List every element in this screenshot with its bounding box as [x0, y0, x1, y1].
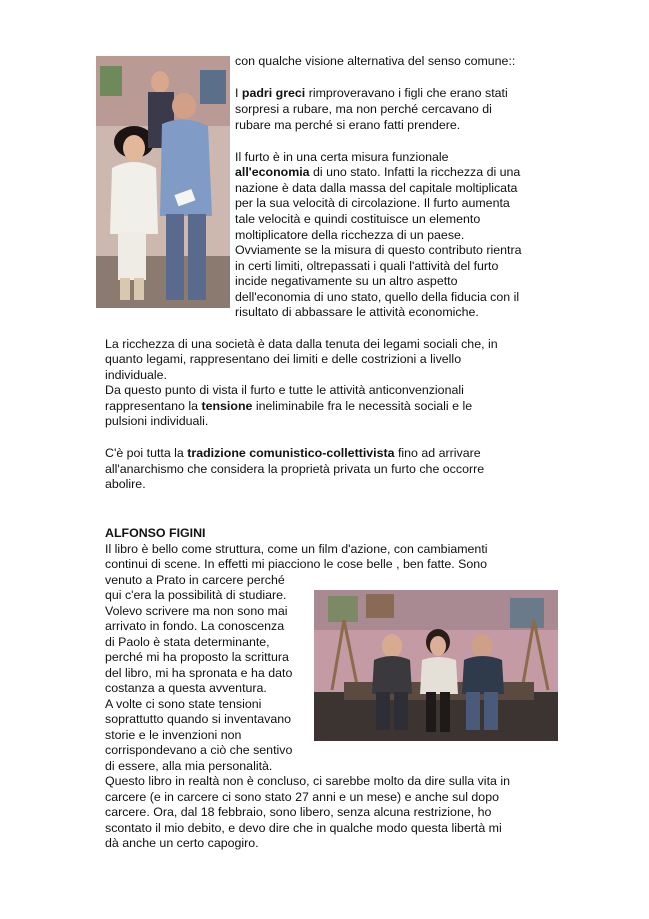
- text-span: ineliminabile fra le necessità sociali e le: [252, 399, 473, 413]
- tradizione-line-2: all'anarchismo che considera la proprietà privata un furto che occorre: [105, 462, 485, 476]
- furto-line-2: [235, 165, 520, 181]
- figini-line-13: storie e le invenzioni non: [105, 728, 242, 742]
- figini-line-6: arrivato in fondo. La conoscenza: [105, 619, 285, 633]
- figini-line-3: venuto a Prato in carcere perché: [105, 573, 285, 587]
- furto-line-8: in certi limiti, oltrepassati i quali l'attività del furto: [235, 259, 499, 273]
- bold-tradizione: tradizione comunistico-collettivista: [187, 446, 395, 460]
- tradizione-line-1: [105, 446, 481, 462]
- furto-line-1: Il furto è in una certa misura funzionale: [235, 150, 449, 164]
- figini-line-18: carcere. Ora, dal 18 febbraio, sono libero, senza alcuna restrizione, ho: [105, 805, 492, 819]
- figini-line-17: carcere (e in carcere ci sono stato 27 anni e un mese) e anche sul dopo: [105, 790, 499, 804]
- furto-line-5: tale velocità e quindi costituisce un elemento: [235, 212, 481, 226]
- text-span: I: [235, 86, 242, 100]
- figini-line-14: corrispondevano a ciò che sentivo: [105, 743, 293, 757]
- text-span: di uno stato. Infatti la ricchezza di una: [309, 165, 521, 179]
- furto-line-6: moltiplicatore della ricchezza di un paese.: [235, 228, 465, 242]
- bold-economia: all'economia: [235, 165, 310, 179]
- text-span: rimproveravano i figli che erano stati: [305, 86, 508, 100]
- text-span: C'è poi tutta la: [105, 446, 188, 460]
- figini-line-2: continui di scene. In effetti mi piacciono le cose belle , ben fatte. Sono: [105, 557, 488, 571]
- photo-three-people-standing-image: [96, 56, 230, 308]
- figini-line-11: A volte ci sono state tensioni: [105, 697, 262, 711]
- ricchezza-line-5: [105, 399, 472, 415]
- text-span: rappresentano la: [105, 399, 202, 413]
- figini-line-16: Questo libro in realtà non è concluso, ci sarebbe molto da dire sulla vita in: [105, 774, 510, 788]
- figini-line-10: costanza a questa avventura.: [105, 681, 267, 695]
- furto-line-7: Ovviamente se la misura di questo contributo rientra: [235, 243, 522, 257]
- figini-line-12: soprattutto quando si inventavano: [105, 712, 291, 726]
- figini-line-15: di essere, alla mia personalità.: [105, 759, 273, 773]
- ricchezza-line-6: pulsioni individuali.: [105, 414, 209, 428]
- intro-line: con qualche visione alternativa del senso comune::: [235, 54, 516, 68]
- figini-line-9: del libro, mi ha spronata e ha dato: [105, 666, 293, 680]
- padri-greci-line-3: rubare ma perché si erano fatti prendere.: [235, 118, 461, 132]
- photo-three-people-standing: [96, 56, 230, 308]
- padri-greci-line-1: [235, 86, 508, 102]
- ricchezza-line-1: La ricchezza di una società è data dalla tenuta dei legami sociali che, in: [105, 337, 498, 351]
- figini-line-1: Il libro è bello come struttura, come un film d'azione, con cambiamenti: [105, 542, 488, 556]
- tradizione-line-3: abolire.: [105, 477, 146, 491]
- padri-greci-line-2: sorpresi a rubare, ma non perché cercavano di: [235, 102, 492, 116]
- text-span: fino ad arrivare: [394, 446, 481, 460]
- bold-tensione: tensione: [201, 399, 253, 413]
- section-heading-figini: ALFONSO FIGINI: [105, 526, 206, 540]
- furto-line-9: incide negativamente su un altro aspetto: [235, 274, 458, 288]
- figini-line-8: perché mi ha proposto la scrittura: [105, 650, 289, 664]
- ricchezza-line-4: Da questo punto di vista il furto e tutte le attività anticonvenzionali: [105, 383, 464, 397]
- photo-three-people-seated-image: [314, 590, 558, 741]
- figini-line-20: dà anche un certo capogiro.: [105, 836, 259, 850]
- photo-three-people-seated: [314, 590, 558, 741]
- bold-padri-greci: padri greci: [241, 86, 306, 100]
- furto-line-3: nazione è data dalla massa del capitale moltiplicata: [235, 181, 518, 195]
- ricchezza-line-2: quanto legami, rappresentano dei limiti e delle costrizioni a livello: [105, 352, 462, 366]
- ricchezza-line-3: individuale.: [105, 368, 167, 382]
- figini-line-5: Volevo scrivere ma non sono mai: [105, 604, 288, 618]
- figini-line-19: scontato il mio debito, e devo dire che in qualche modo questa libertà mi: [105, 821, 502, 835]
- figini-line-4: qui c'era la possibilità di studiare.: [105, 588, 287, 602]
- figini-line-7: di Paolo è stata determinante,: [105, 635, 270, 649]
- furto-line-10: dell'economia di uno stato, quello della fiducia con il: [235, 290, 520, 304]
- furto-line-4: per la sua velocità di circolazione. Il furto aumenta: [235, 196, 510, 210]
- furto-line-11: risultato di abbassare le attività economiche.: [235, 305, 479, 319]
